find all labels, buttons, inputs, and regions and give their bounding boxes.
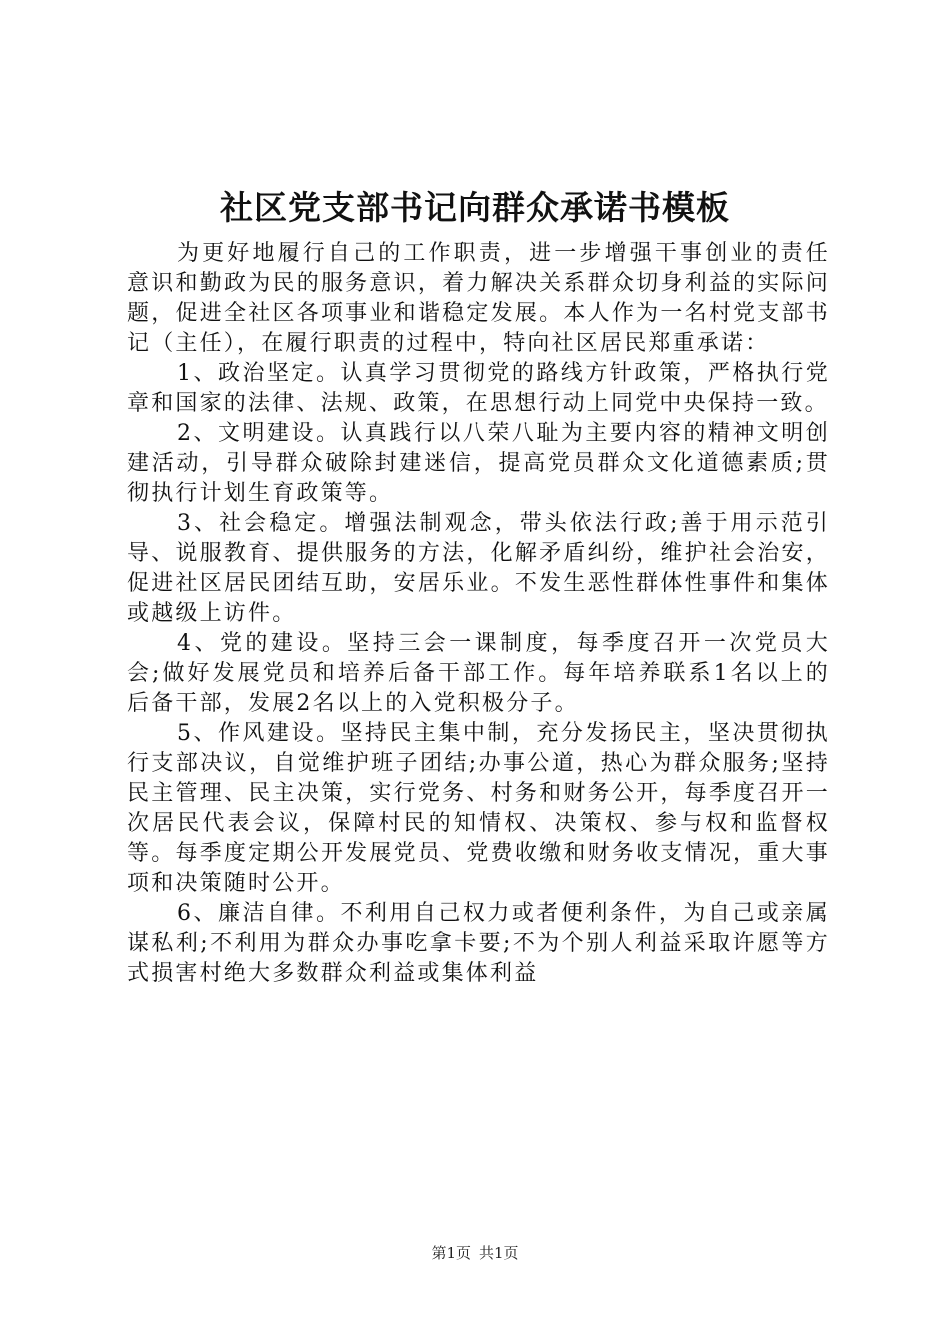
commitment-3-paragraph: 3、社会稳定。增强法制观念，带头依法行政;善于用示范引导、说服教育、提供服务的方法，化解矛盾纠纷，维护社会治安，促进社区居民团结互助，安居乐业。不发生恶性群体性事件和集体或越级上访件。 — [127, 511, 830, 626]
commitment-5-paragraph: 5、作风建设。坚持民主集中制，充分发扬民主，坚决贯彻执行支部决议，自觉维护班子团结;办事公道，热心为群众服务;坚持民主管理、民主决策，实行党务、村务和财务公开，每季度召开一次居民代表会议，保障村民的知情权、决策权、参与权和监督权等。每季度定期公开发展党员、党费收缴和财务收支情况，重大事项和决策随时公开。 — [127, 721, 830, 896]
document-body — [127, 239, 830, 989]
commitment-2-paragraph: 2、文明建设。认真践行以八荣八耻为主要内容的精神文明创建活动，引导群众破除封建迷信，提高党员群众文化道德素质;贯彻执行计划生育政策等。 — [127, 421, 830, 506]
commitment-6-paragraph: 6、廉洁自律。不利用自己权力或者便利条件，为自己或亲属谋私利;不利用为群众办事吃拿卡要;不为个别人利益采取许愿等方式损害村绝大多数群众利益或集体利益 — [127, 901, 830, 986]
intro-paragraph: 为更好地履行自己的工作职责，进一步增强干事创业的责任意识和勤政为民的服务意识，着力解决关系群众切身利益的实际问题，促进全社区各项事业和谐稳定发展。本人作为一名村党支部书记（主任），在履行职责的过程中，特向社区居民郑重承诺： — [127, 241, 830, 356]
page-title: 社区党支部书记向群众承诺书模板 — [220, 188, 730, 227]
commitment-1-paragraph: 1、政治坚定。认真学习贯彻党的路线方针政策，严格执行党章和国家的法律、法规、政策，在思想行动上同党中央保持一致。 — [127, 361, 830, 416]
page-footer — [0, 1243, 950, 1263]
page-count: 共1页 — [479, 1244, 519, 1262]
commitment-4-paragraph: 4、党的建设。坚持三会一课制度，每季度召开一次党员大会;做好发展党员和培养后备干部工作。每年培养联系1名以上的后备干部，发展2名以上的入党积极分子。 — [127, 631, 830, 716]
page-number: 第1页 — [431, 1244, 471, 1262]
